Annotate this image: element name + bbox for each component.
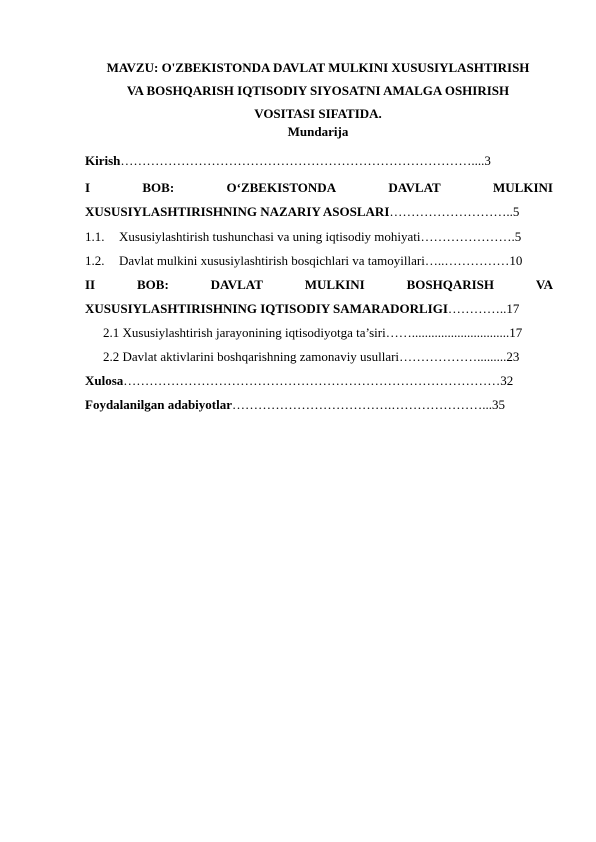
toc-section-number: 2.1 [103,325,120,340]
toc-word: MULKINI [493,180,553,195]
toc-page-number: 5 [514,229,522,244]
toc-leader-dots: ……………………….. [389,204,513,219]
toc-word: I [85,180,91,195]
toc-page-number: 32 [500,373,514,388]
toc-word: DAVLAT [388,180,441,195]
toc-entry-section-1-1[interactable] [85,227,553,247]
toc-entry-label: Xususiylashtirish jarayonining iqtisodiyotga ta’siri [122,325,386,340]
toc-entry-label: Foydalanilgan adabiyotlar [85,397,232,412]
toc-word: BOB: [142,180,175,195]
toc-entry-references[interactable] [85,395,553,415]
title-line-3: VOSITASI SIFATIDA. [254,106,382,121]
toc-word: DAVLAT [210,277,263,292]
toc-word: BOSHQARISH [406,277,494,292]
toc-page-number: 10 [509,253,523,268]
toc-section-number: 1.1. [85,229,105,244]
toc-entry-label: Davlat aktivlarini boshqarishning zamonaviy usullari [122,349,400,364]
toc-leader-dots: ………….. [447,301,507,316]
toc-entry-label: Xulosa [85,373,124,388]
toc-entry-label: Davlat mulkini xususiylashtirish bosqichlari va tamoyillari [119,253,425,268]
toc-leader-dots: …..…………… [424,253,510,268]
toc-word: O‘ZBEKISTONDA [226,180,337,195]
toc-leader-dots: …………………………………………………………………………… [123,373,501,388]
toc-entry-label: Kirish [85,153,121,168]
toc-leader-dots: ……………………………………………………………………….... [120,153,485,168]
toc-heading: Mundarija [287,124,349,139]
toc-leader-dots: ………………......... [399,349,507,364]
toc-entry-chapter-2-line-1[interactable] [85,275,553,295]
toc-word: BOB: [136,277,169,292]
toc-word: II [85,277,96,292]
toc-entry-section-1-2[interactable] [85,251,553,271]
toc-page-number: 3 [484,153,491,168]
toc-word: VA [535,277,553,292]
toc-entry-section-2-2[interactable] [85,347,571,367]
toc-leader-dots: ……………………………….…………………... [232,397,492,412]
toc-entry-section-2-1[interactable] [85,323,571,343]
toc-page-number: 5 [512,204,520,219]
toc-leader-dots: …….............................. [385,325,510,340]
toc-section-number: 1.2. [85,253,105,268]
toc-entry-label: Xususiylashtirish tushunchasi va uning iqtisodiy mohiyati [119,229,421,244]
toc-word: MULKINI [304,277,365,292]
toc-page-number: 23 [506,349,520,364]
toc-entry-label: XUSUSIYLASHTIRISHNING IQTISODIY SAMARADORLIGI [85,301,448,316]
toc-leader-dots: …………………. [420,229,515,244]
toc-section-number: 2.2 [103,349,120,364]
title-line-1: MAVZU: O'ZBEKISTONDA DAVLAT MULKINI XUSUSIYLASHTIRISH [106,60,530,75]
toc-entry-chapter-1-line-1[interactable] [85,178,553,198]
document-title [84,56,552,125]
toc-entry-chapter-2-line-2[interactable] [85,299,553,319]
toc-page-number: 35 [492,397,505,412]
toc-page-number: 17 [509,325,523,340]
toc-entry-intro[interactable] [85,151,553,171]
toc-entry-label: XUSUSIYLASHTIRISHNING NAZARIY ASOSLARI [85,204,390,219]
toc-page-number: 17 [506,301,520,316]
title-line-2: VA BOSHQARISH IQTISODIY SIYOSATNI AMALGA OSHIRISH [126,83,510,98]
toc-entry-chapter-1-line-2[interactable] [85,202,553,222]
toc-entry-conclusion[interactable] [85,371,553,391]
